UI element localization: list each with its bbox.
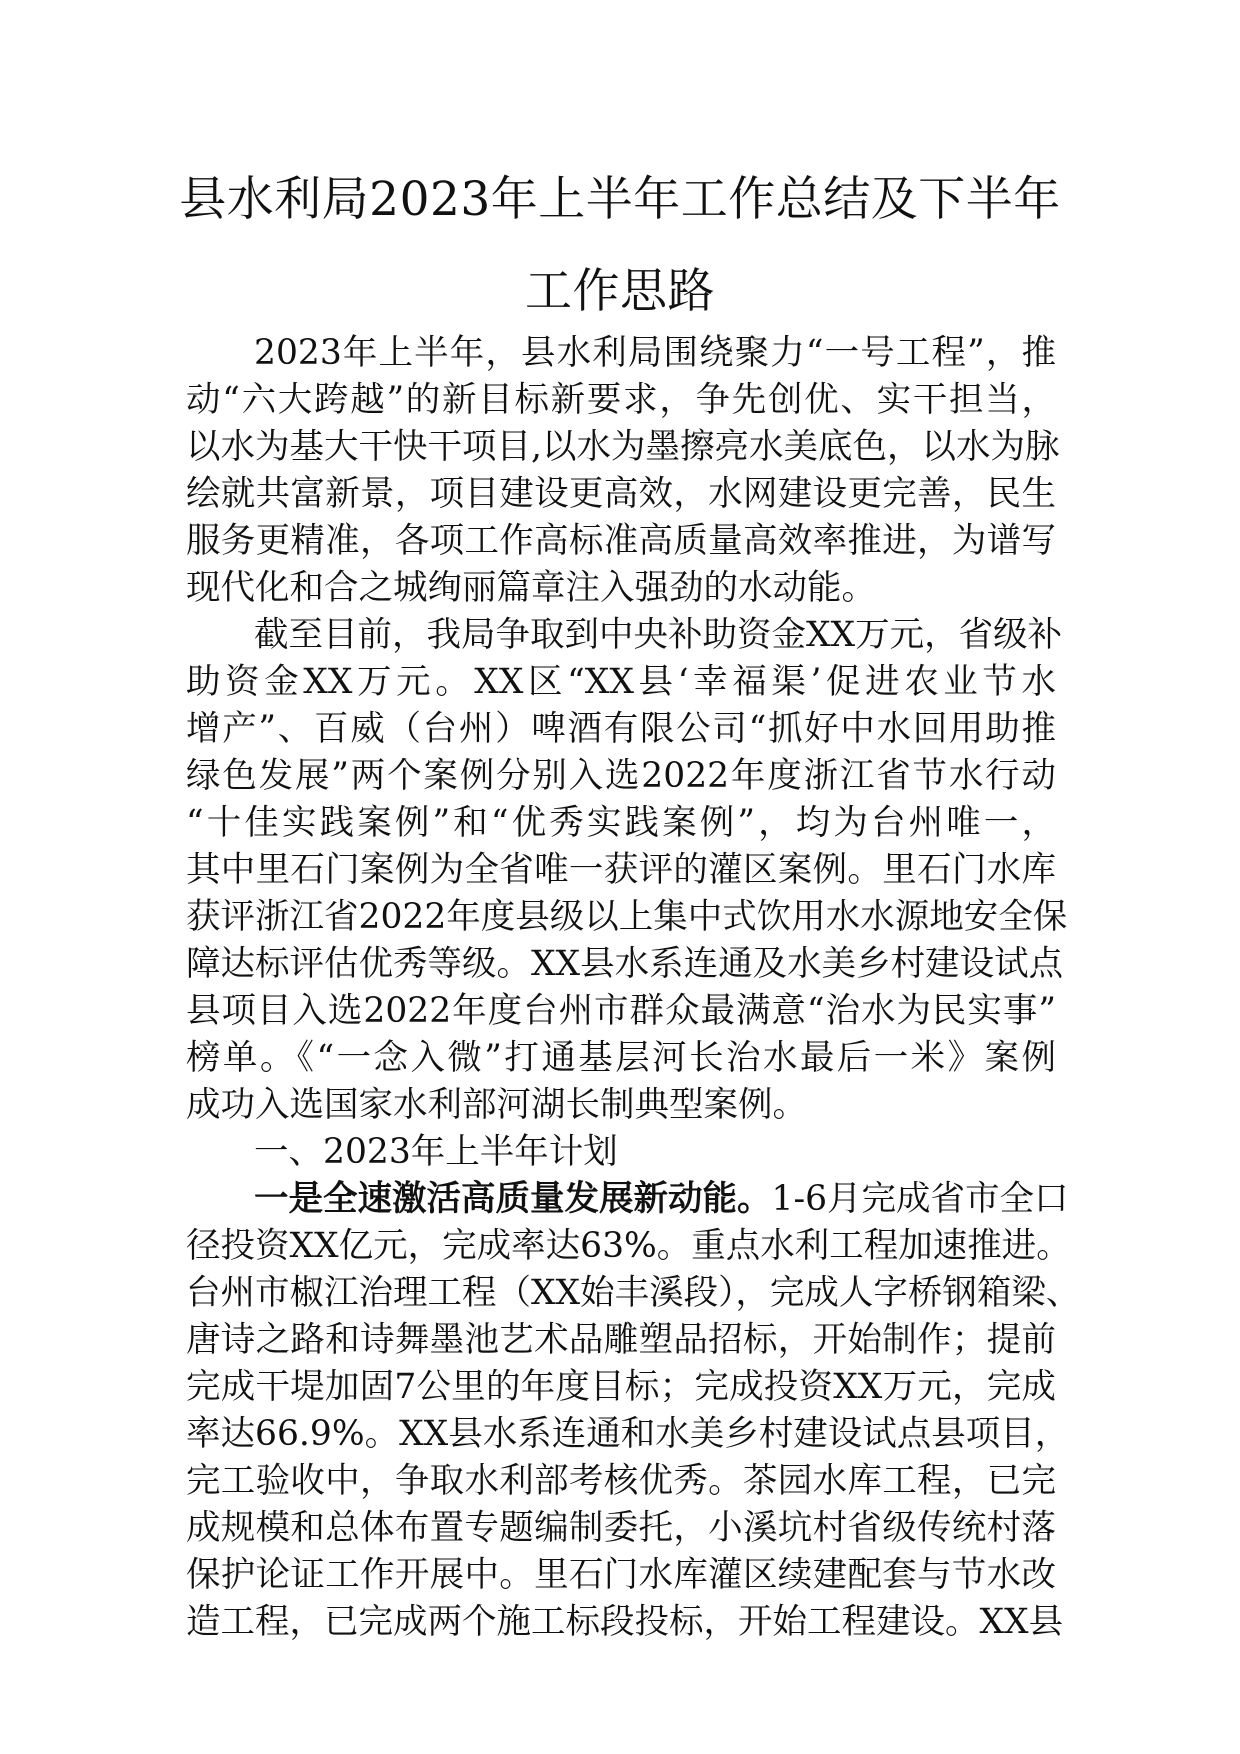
paragraph-1-line: 服务更精准，各项工作高标准高质量高效率推进，为谱写	[186, 521, 1056, 561]
paragraph-1-line: 动“六大跨越”的新目标新要求，争先创优、实干担当，	[186, 380, 1056, 420]
paragraph-1-line: 绘就共富新景，项目建设更高效，水网建设更完善，民生	[186, 474, 1056, 514]
section-heading: 一、2023年上半年计划	[254, 1132, 618, 1172]
paragraph-2-line: 增产”、百威（台州）啤酒有限公司“抓好中水回用助推	[186, 709, 1056, 749]
paragraph-2-line: 障达标评估优秀等级。XX县水系连通及水美乡村建设试点	[186, 944, 1064, 984]
item-1-line: 完工验收中，争取水利部考核优秀。茶园水库工程，已完	[186, 1461, 1056, 1501]
paragraph-2-line: 成功入选国家水利部河湖长制典型案例。	[186, 1085, 807, 1125]
document-body	[186, 330, 1081, 1646]
paragraph-2-line: 其中里石门案例为全省唯一获评的灌区案例。里石门水库	[186, 850, 1056, 890]
paragraph-2-line: 绿色发展”两个案例分别入选2022年度浙江省节水行动	[186, 756, 1056, 796]
item-1-bold-lead: 一是全速激活高质量发展新动能。	[254, 1179, 772, 1219]
paragraph-2-line: 截至目前，我局争取到中央补助资金XX万元，省级补	[254, 615, 1063, 655]
paragraph-2-line: 县项目入选2022年度台州市群众最满意“治水为民实事”	[186, 991, 1056, 1031]
document-title-line-2: 工作思路	[525, 264, 715, 319]
paragraph-2-line: 榜单。《“一念入微”打通基层河长治水最后一米》案例	[186, 1038, 1056, 1078]
item-1-line: 率达66.9%。XX县水系连通和水美乡村建设试点县项目，	[186, 1414, 1070, 1454]
item-1-line: 造工程，已完成两个施工标段投标，开始工程建设。XX县	[186, 1602, 1064, 1642]
document-title-line-1: 县水利局2023年上半年工作总结及下半年	[179, 172, 1061, 227]
paragraph-1-line: 现代化和合之城绚丽篇章注入强劲的水动能。	[186, 568, 876, 608]
paragraph-2-line: 获评浙江省2022年度县级以上集中式饮用水水源地安全保	[186, 897, 1068, 937]
paragraph-2-line: 助资金XX万元。XX区“XX县‘幸福渠’促进农业节水	[186, 662, 1056, 702]
item-1-line: 台州市椒江治理工程（XX始丰溪段），完成人字桥钢箱梁、	[186, 1273, 1081, 1313]
item-1-first-line	[186, 1176, 1069, 1223]
item-1-first-line-rest: 1-6月完成省市全口	[771, 1179, 1069, 1219]
paragraph-1-line: 2023年上半年，县水利局围绕聚力“一号工程”，推	[254, 333, 1056, 373]
item-1-line: 径投资XX亿元，完成率达63%。重点水利工程加速推进。	[186, 1226, 1071, 1266]
item-1-line: 唐诗之路和诗舞墨池艺术品雕塑品招标，开始制作；提前	[186, 1320, 1056, 1360]
paragraph-2-line: “十佳实践案例”和“优秀实践案例”，均为台州唯一，	[186, 803, 1056, 843]
item-1-line: 保护论证工作开展中。里石门水库灌区续建配套与节水改	[186, 1555, 1056, 1595]
item-1-line: 成规模和总体布置专题编制委托，小溪坑村省级传统村落	[186, 1508, 1056, 1548]
item-1-line: 完成干堤加固7公里的年度目标；完成投资XX万元，完成	[186, 1367, 1056, 1407]
paragraph-1-line: 以水为基大干快干项目,以水为墨擦亮水美底色，以水为脉	[186, 427, 1060, 467]
